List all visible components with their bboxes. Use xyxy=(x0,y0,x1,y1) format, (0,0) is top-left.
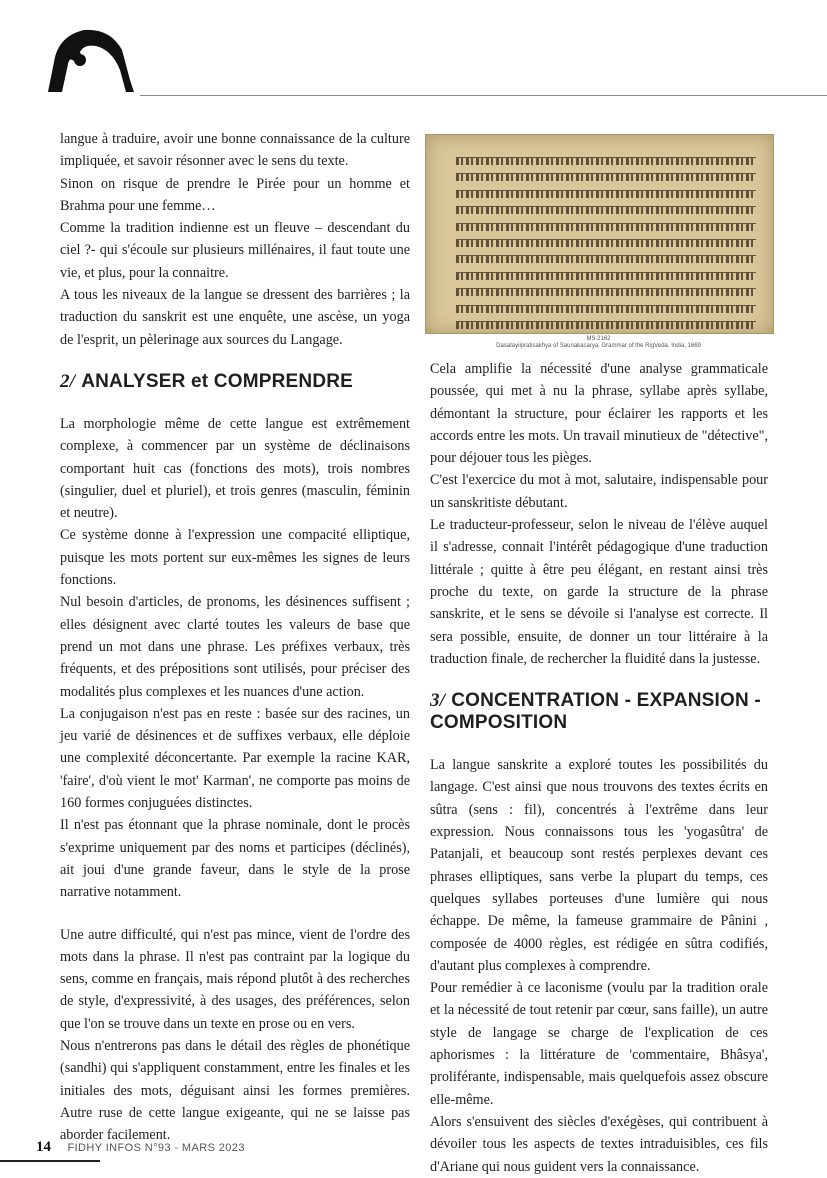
left-column xyxy=(60,128,410,1146)
section-heading xyxy=(430,690,768,734)
paragraph: La morphologie même de cette langue est extrêmement complexe, à commencer par un système de déclinaisons comportant huit cas (fonctions des mots), trois nombres (singulier, duel et pluriel), et trois genres (masculin, féminin et neutre). xyxy=(60,415,410,522)
paragraph: La conjugaison n'est pas en reste : basée sur des racines, un jeu varié de désinences et de suffixes verbaux, elle déploie une complexité déconcertante. Par exemple la racine KAR, 'faire', d'où vient le mot' Karman', ne comporte pas moins de 160 formes conjuguées distinctes. xyxy=(60,705,410,812)
manuscript-label: MS 2162 xyxy=(586,336,611,342)
paragraph: Comme la tradition indienne est un fleuve – descendant du ciel ?- qui s'écoule sur plusieurs millénaires, il faut toute une vie, et plus, pour la connaitre. xyxy=(60,220,410,281)
figure-caption xyxy=(425,336,772,350)
section-heading xyxy=(60,371,410,393)
paragraph: Cela amplifie la nécessité d'une analyse grammaticale poussée, qui met à nu la phrase, syllabe après syllabe, démontant la structure, pour éclairer les rapports et les accords entre les mots. Un travail minutieux de "détective", pour déjouer tous les pièges. xyxy=(430,361,768,467)
publication-info: FIDHY INFOS N°93 - MARS 2023 xyxy=(67,1142,245,1154)
paragraph: Ce système donne à l'expression une compacité elliptique, puisque les mots portent sur eux-mêmes les signes de leurs fonctions. xyxy=(60,527,410,589)
paragraph: Il n'est pas étonnant que la phrase nominale, dont le procès s'exprime uniquement par des noms et participes (déclinés), ait joui d'une grande faveur, dans le style de la prose narrative notamment. xyxy=(60,817,410,901)
section-title: CONCENTRATION - EXPANSION - COMPOSITION xyxy=(430,690,761,734)
paragraph: Nul besoin d'articles, de pronoms, les désinences suffisent ; elles désignent avec clarté toutes les valeurs de base que prend un mot dans une phrase. Les préfixes verbaux, très fréquents, et des prépositions sont utilisés, pour préciser des modalités plus complexes et les nuances d'une action. xyxy=(60,594,410,700)
caption-text: Dasatayiipratisakhya of Saunakacarya, Grammar of the RigVeda. India, 1669 xyxy=(496,343,701,349)
paragraph: Le traducteur-professeur, selon le niveau de l'élève auquel il s'adresse, connait l'intérêt pédagogique d'une traduction littérale ; quitte à être peu élégant, en restant ainsi très proche du texte, on garde la structure de la phrase sanskrite, et le sens se dévoile si l'analyse est correcte. Il sera possible, ensuite, de donner un tour littéraire à la traduction finale, de rechercher la fluidité dans la justesse. xyxy=(430,517,768,667)
section-number: 2/ xyxy=(60,370,76,392)
paragraph: Une autre difficulté, qui n'est pas mince, vient de l'ordre des mots dans la phrase. Il n'est pas contraint par la logique du sens, comme en français, mais répond plutôt à des recherches de style, d'expressivité, à des usages, des préférences, selon que l'on se trouve dans un texte en prose ou en vers. xyxy=(60,926,410,1032)
sanskrit-manuscript-image xyxy=(425,134,774,334)
page-footer xyxy=(36,1138,245,1156)
section-number: 3/ xyxy=(430,690,446,712)
section-title: ANALYSER et COMPRENDRE xyxy=(81,370,354,392)
page-number: 14 xyxy=(36,1139,51,1155)
paragraph: Alors s'ensuivent des siècles d'exégèses, qui contribuent à dévoiler tous les aspects de textes intraduisibles, ces fils d'Ariane qui nous guident vers la connaissance. xyxy=(430,1113,768,1175)
paragraph: A tous les niveaux de la langue se dressent des barrières ; la traduction du sanskrit est une enquête, une ascèse, un yoga de l'esprit, un pèlerinage aux sources du Langage. xyxy=(60,287,410,348)
paragraph: La langue sanskrite a exploré toutes les possibilités du langage. C'est ainsi que nous trouvons des textes écrits en sûtra (sens : fil), concentrés à l'extrême dans leur expression. Nous connaissons tous les 'yogasûtra' de Patanjali, et beaucoup sont restés perplexes devant ces phrases elliptiques, sans verbe la plupart du temps, ces quelques syllabes porteuses d'une lumière qui nous échappe. De même, la fameuse grammaire de Pânini , composée de 4000 règles, est rédigée en sûtra codifiés, d'autant plus complexes à comprendre. xyxy=(430,757,768,974)
paragraph: Sinon on risque de prendre le Pirée pour un homme et Brahma pour une femme… xyxy=(60,175,410,214)
header-rule xyxy=(140,95,827,96)
footer-rule xyxy=(0,1160,100,1162)
yoga-backbend-silhouette-icon xyxy=(40,22,140,94)
paragraph: C'est l'exercice du mot à mot, salutaire, indispensable pour un sanskritiste débutant. xyxy=(430,472,768,511)
right-column xyxy=(430,358,768,1178)
paragraph: Nous n'entrerons pas dans le détail des règles de phonétique (sandhi) qui s'appliquent constamment, entre les finales et les initiales des mots, déguisant ainsi les formes premières. Autre ruse de cette langue exigeante, qui ne se laisse pas aborder facilement. xyxy=(60,1037,410,1144)
paragraph: Pour remédier à ce laconisme (voulu par la tradition orale et la nécessité de tout retenir par cœur, sans faille), un autre style de langage se charge de l'explication de ces aphorismes : la littérature de 'commentaire, Bhâsya', proliférante, indispensable, mais quelquefois assez obscure elle-même. xyxy=(430,980,768,1108)
paragraph: langue à traduire, avoir une bonne connaissance de la culture impliquée, et savoir résonner avec le sens du texte. xyxy=(60,131,410,170)
manuscript-script-lines xyxy=(456,157,756,337)
